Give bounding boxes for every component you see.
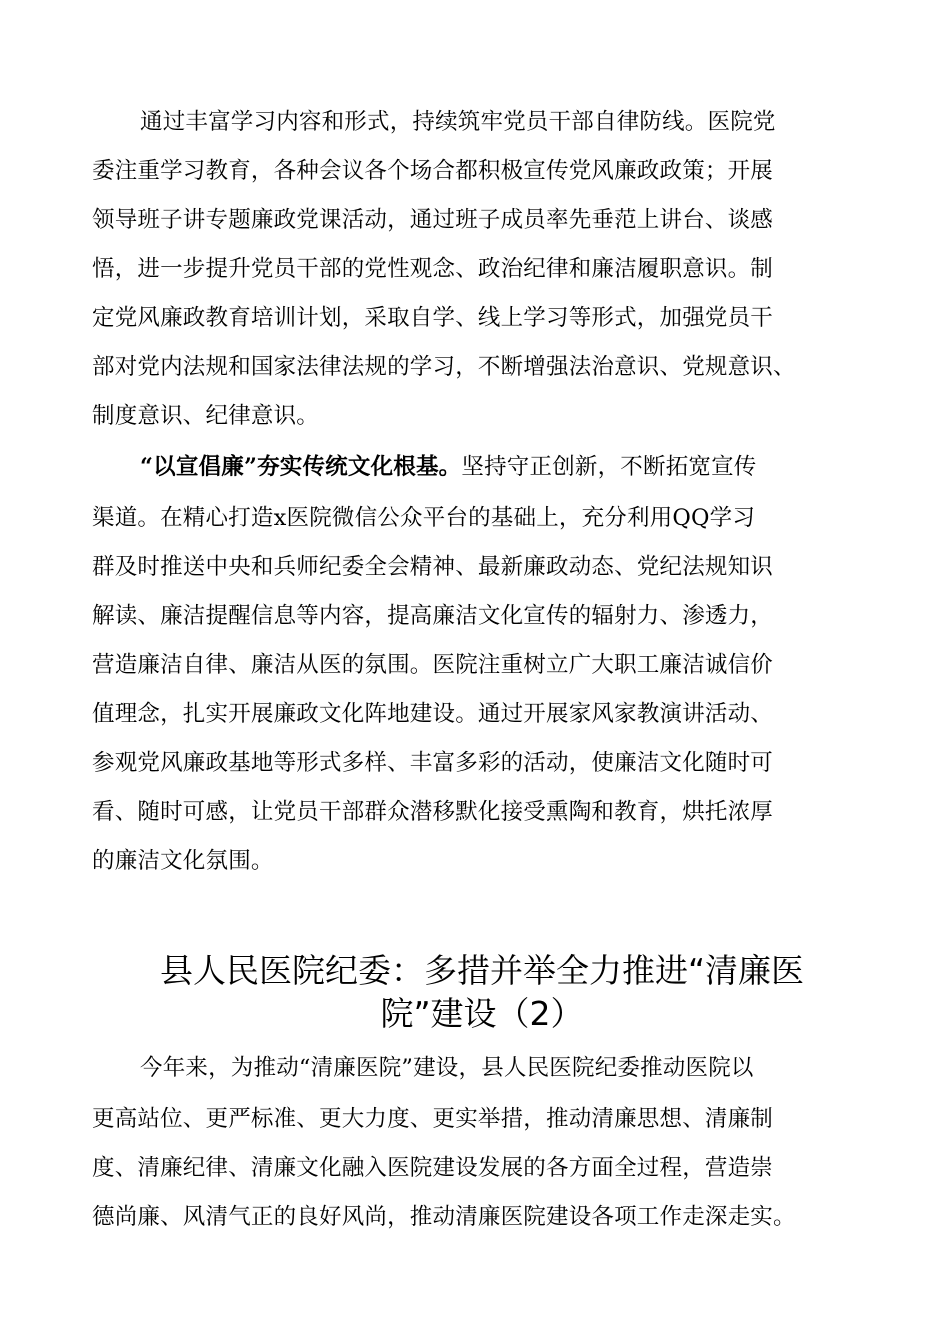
paragraph-line: 德尚廉、风清气正的良好风尚，推动清廉医院建设各项工作走深走实。: [92, 1204, 796, 1230]
paragraph-line: 今年来，为推动“清廉医院”建设，县人民医院纪委推动医院以: [140, 1055, 754, 1081]
paragraph-line: 通过丰富学习内容和形式，持续筑牢党员干部自律防线。医院党: [140, 109, 776, 135]
paragraph-line: 更高站位、更严标准、更大力度、更实举措，推动清廉思想、清廉制: [92, 1106, 774, 1132]
paragraph-line: 看、随时可感，让党员干部群众潜移默化接受熏陶和教育，烘托浓厚: [92, 799, 774, 825]
paragraph-line: 悟，进一步提升党员干部的党性观念、政治纪律和廉洁履职意识。制: [92, 256, 774, 282]
paragraph-line: 领导班子讲专题廉政党课活动，通过班子成员率先垂范上讲台、谈感: [92, 207, 774, 233]
paragraph-line: 制度意识、纪律意识。: [92, 403, 320, 429]
paragraph-line: 部对党内法规和国家法律法规的学习，不断增强法治意识、党规意识、: [92, 354, 796, 380]
paragraph-line: 渠道。在精心打造x医院微信公众平台的基础上，充分利用QQ学习: [92, 505, 756, 531]
paragraph-line: 参观党风廉政基地等形式多样、丰富多彩的活动，使廉洁文化随时可: [92, 750, 774, 776]
paragraph-line: 度、清廉纪律、清廉文化融入医院建设发展的各方面全过程，营造崇: [92, 1155, 774, 1181]
paragraph-text: 坚持守正创新，不断拓宽宣传: [461, 454, 757, 480]
paragraph-line: 定党风廉政教育培训计划，采取自学、线上学习等形式，加强党员干: [92, 305, 774, 331]
paragraph-heading: “以宣倡廉”夯实传统文化根基。: [140, 454, 462, 480]
paragraph-line: 解读、廉洁提醒信息等内容，提高廉洁文化宣传的辐射力、渗透力，: [92, 603, 774, 629]
article-title-line-1: 县人民医院纪委：多措并举全力推进“清廉医: [159, 951, 805, 990]
paragraph-line: 群及时推送中央和兵师纪委全会精神、最新廉政动态、党纪法规知识: [92, 554, 774, 580]
paragraph-line: 营造廉洁自律、廉洁从医的氛围。医院注重树立广大职工廉洁诚信价: [92, 652, 774, 678]
paragraph-first-line: [140, 452, 872, 482]
article-title-line-2: 院”建设（2）: [380, 994, 584, 1033]
paragraph-line: 值理念，扎实开展廉政文化阵地建设。通过开展家风家教演讲活动、: [92, 701, 774, 727]
paragraph-line: 的廉洁文化氛围。: [92, 848, 274, 874]
paragraph-line: 委注重学习教育，各种会议各个场合都积极宣传党风廉政政策；开展: [92, 158, 774, 184]
